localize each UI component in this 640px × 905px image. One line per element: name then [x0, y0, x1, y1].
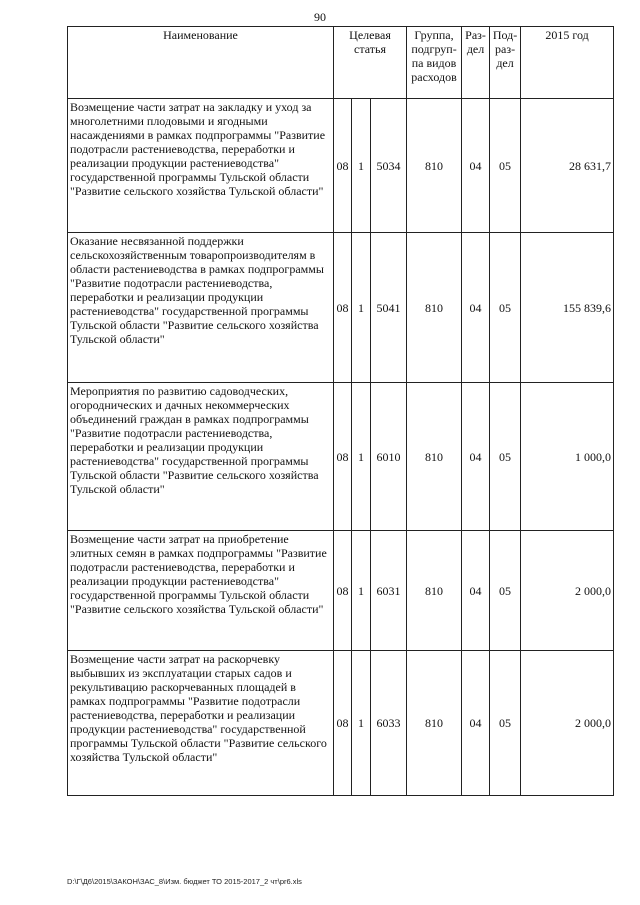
row-subsection: 05 [490, 99, 521, 233]
header-subsection: Под-раз-дел [490, 27, 521, 99]
row-code-direction: 6033 [371, 651, 407, 796]
row-amount: 155 839,6 [521, 233, 614, 383]
row-code-program: 08 [334, 383, 352, 531]
header-target-article: Целевая статья [334, 27, 407, 99]
row-section: 04 [462, 99, 490, 233]
row-code-subprogram: 1 [352, 531, 371, 651]
row-expense-group: 810 [407, 531, 462, 651]
table-row [68, 651, 614, 796]
row-code-program: 08 [334, 99, 352, 233]
row-name: Возмещение части затрат на приобретение элитных семян в рамках подпрограммы "Развитие подотрасли растениеводства, переработки и реализации продукции растениеводства" государственной программы Тульской области "Развитие сельского хозяйства Тульской области" [68, 531, 334, 651]
row-section: 04 [462, 233, 490, 383]
page-number: 90 [314, 10, 326, 24]
table-row [68, 233, 614, 383]
row-code-subprogram: 1 [352, 233, 371, 383]
row-code-subprogram: 1 [352, 651, 371, 796]
table-row [68, 383, 614, 531]
header-section: Раз-дел [462, 27, 490, 99]
row-code-direction: 5034 [371, 99, 407, 233]
row-name: Возмещение части затрат на закладку и уход за многолетними плодовыми и ягодными насаждениями в рамках подпрограммы "Развитие подотрасли растениеводства, переработки и реализации продукции растениеводства" государственной программы Тульской области "Развитие сельского хозяйства Тульской области" [68, 99, 334, 233]
row-expense-group: 810 [407, 233, 462, 383]
row-amount: 1 000,0 [521, 383, 614, 531]
row-subsection: 05 [490, 651, 521, 796]
row-expense-group: 810 [407, 651, 462, 796]
header-year: 2015 год [521, 27, 614, 99]
row-code-program: 08 [334, 531, 352, 651]
row-section: 04 [462, 651, 490, 796]
table-row [68, 531, 614, 651]
row-section: 04 [462, 531, 490, 651]
row-section: 04 [462, 383, 490, 531]
row-subsection: 05 [490, 233, 521, 383]
row-name: Мероприятия по развитию садоводческих, огороднических и дачных некоммерческих объединений граждан в рамках подпрограммы "Развитие подотрасли растениеводства, переработки и реализации продукции растениеводства" государственной программы Тульской области "Развитие сельского хозяйства Тульской области" [68, 383, 334, 531]
row-subsection: 05 [490, 383, 521, 531]
row-amount: 2 000,0 [521, 531, 614, 651]
row-code-direction: 6010 [371, 383, 407, 531]
row-amount: 2 000,0 [521, 651, 614, 796]
row-name: Возмещение части затрат на раскорчевку выбывших из эксплуатации старых садов и рекультивацию раскорчеванных площадей в рамках подпрограммы "Развитие подотрасли растениеводства, переработки и реализации продукции растениеводства" государственной программы Тульской области "Развитие сельского хозяйства Тульской области" [68, 651, 334, 796]
table-row [68, 99, 614, 233]
row-name: Оказание несвязанной поддержки сельскохозяйственным товаропроизводителям в области растениеводства в рамках подпрограммы "Развитие подотрасли растениеводства, переработки и реализации продукции растениеводства" государственной программы Тульской области "Развитие сельского хозяйства Тульской области" [68, 233, 334, 383]
budget-table [67, 26, 614, 796]
row-code-subprogram: 1 [352, 99, 371, 233]
row-code-program: 08 [334, 233, 352, 383]
row-code-direction: 5041 [371, 233, 407, 383]
row-expense-group: 810 [407, 99, 462, 233]
row-code-direction: 6031 [371, 531, 407, 651]
row-code-subprogram: 1 [352, 383, 371, 531]
file-path-footer: D:\Г\Д6\2015\ЗАКОН\ЗАС_8\Изм. бюджет ТО 2015-2017_2 чт\pr6.xls [67, 877, 302, 886]
row-subsection: 05 [490, 531, 521, 651]
header-expense-group: Группа, подгруп-па видов расходов [407, 27, 462, 99]
row-amount: 28 631,7 [521, 99, 614, 233]
row-code-program: 08 [334, 651, 352, 796]
row-expense-group: 810 [407, 383, 462, 531]
header-name: Наименование [68, 27, 334, 99]
table-header-row [68, 27, 614, 99]
